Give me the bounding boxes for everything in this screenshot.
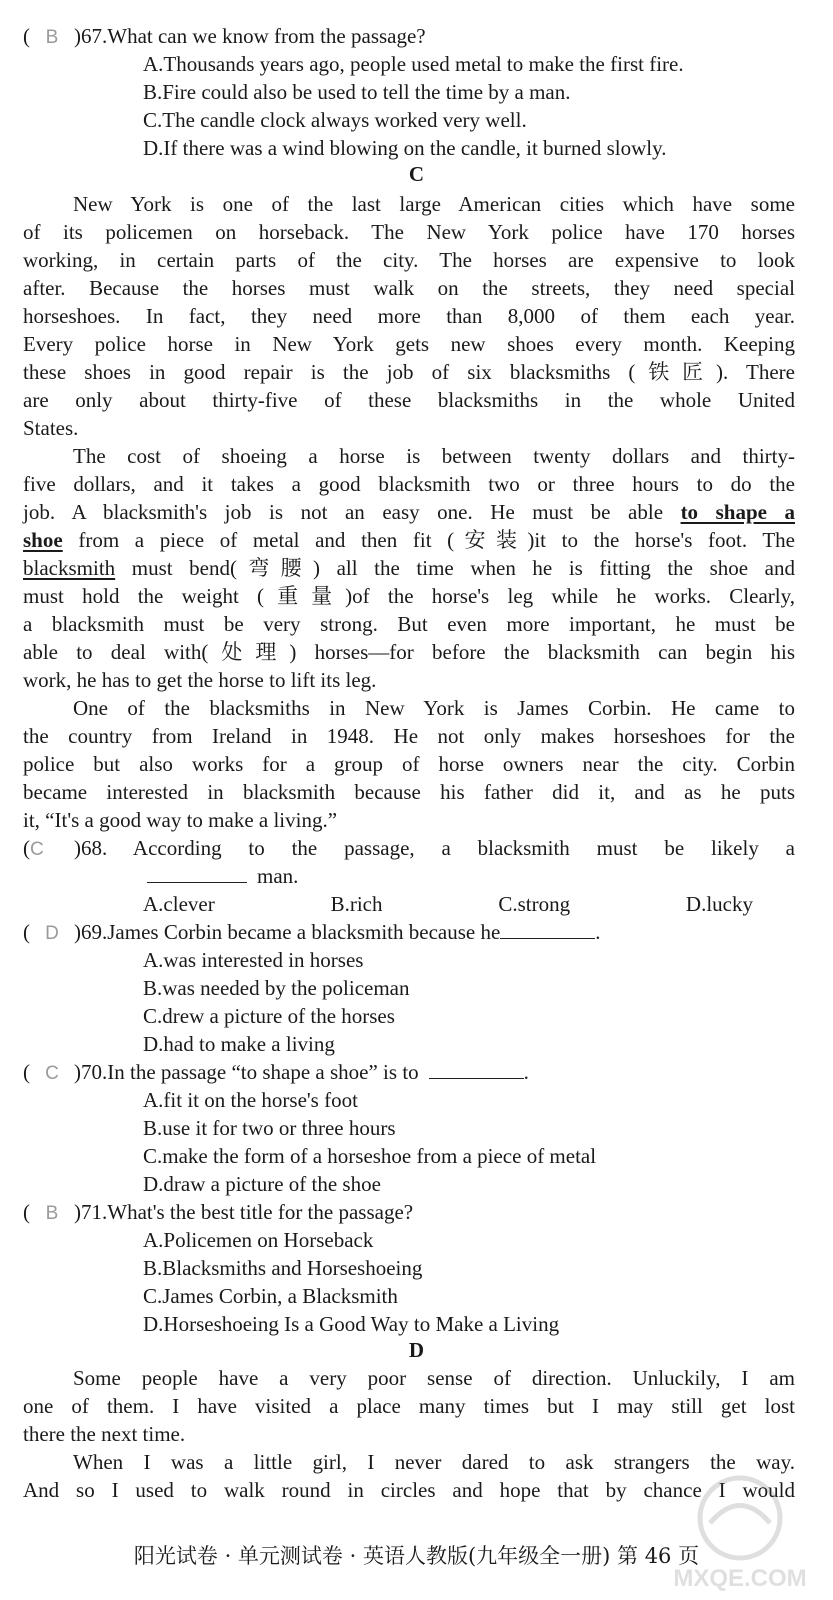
page-footer: 阳光试卷 · 单元测试卷 · 英语人教版(九年级全一册) 第 46 页 (133, 1544, 700, 1568)
answer-bracket-open: ( (23, 1060, 30, 1084)
option-a: A.fit it on the horse's foot (143, 1088, 358, 1112)
question-70 (23, 1058, 795, 1088)
paragraph-line: Every police horse in New York gets new shoes every month. Keeping (23, 332, 795, 356)
option-c: C.drew a picture of the horses (143, 1004, 395, 1028)
paragraph-line: these shoes in good repair is the job of six blacksmiths (铁匠). There (23, 360, 795, 384)
question-stem: 71.What's the best title for the passage? (81, 1200, 414, 1224)
paragraph-line (23, 498, 795, 526)
option-b: B.rich (330, 892, 383, 916)
text-span: job. A blacksmith's job is not an easy one. He must be able (23, 500, 681, 524)
paragraph-line: the country from Ireland in 1948. He not only makes horseshoes for the (23, 724, 795, 748)
option-d: D.lucky (685, 892, 753, 916)
paragraph-line: police but also works for a group of horse owners near the city. Corbin (23, 752, 795, 776)
highlighted-phrase: to shape a (680, 500, 795, 524)
answer-70: C (45, 1063, 59, 1084)
option-c: C.James Corbin, a Blacksmith (143, 1284, 398, 1308)
paragraph-line: able to deal with(处理) horses—for before the blacksmith can begin his (23, 640, 795, 664)
question-stem-end: . (523, 1060, 529, 1084)
answer-71: B (45, 1203, 59, 1224)
paragraph-line: When I was a little girl, I never dared to ask strangers the way. (73, 1450, 795, 1474)
answer-blank (500, 918, 595, 939)
question-69 (23, 918, 795, 948)
option-c: C.strong (498, 892, 571, 916)
question-71 (23, 1198, 795, 1228)
answer-bracket-open: ( (23, 920, 30, 944)
question-stem-end: . (595, 920, 601, 944)
paragraph-line: The cost of shoeing a horse is between twenty dollars and thirty- (73, 444, 795, 468)
section-heading-d: D (408, 1338, 425, 1362)
answer-68: C (30, 839, 44, 860)
watermark-text: MXQE.COM (673, 1565, 807, 1592)
paragraph-line: Some people have a very poor sense of direction. Unluckily, I am (73, 1366, 795, 1390)
question-68-line2 (147, 862, 447, 890)
option-a: A.was interested in horses (143, 948, 364, 972)
answer-69: D (45, 923, 59, 944)
option-a: A.clever (143, 892, 215, 916)
paragraph-line: One of the blacksmiths in New York is James Corbin. He came to (73, 696, 795, 720)
section-heading-c: C (408, 162, 425, 186)
option-d: D.Horseshoeing Is a Good Way to Make a Living (143, 1312, 560, 1336)
options-row-68 (143, 890, 753, 918)
answer-bracket-close: ) (74, 1200, 81, 1224)
paragraph-line: there the next time. (23, 1422, 186, 1446)
option-c: C.The candle clock always worked very well. (143, 108, 527, 132)
paragraph-line: became interested in blacksmith because his father did it, and as he puts (23, 780, 795, 804)
paragraph-line: it, “It's a good way to make a living.” (23, 808, 338, 832)
answer-blank (429, 1058, 524, 1079)
option-c: C.make the form of a horseshoe from a piece of metal (143, 1144, 597, 1168)
answer-bracket-open: ( (23, 836, 30, 860)
paragraph-line: after. Because the horses must walk on the streets, they need special (23, 276, 795, 300)
option-b: B.Blacksmiths and Horseshoeing (143, 1256, 423, 1280)
text-span: from a piece of metal and then fit (安装)it to the horse's foot. The (62, 528, 795, 552)
option-b: B.Fire could also be used to tell the time by a man. (143, 80, 571, 104)
option-d: D.had to make a living (143, 1032, 335, 1056)
answer-bracket-close: ) (74, 1060, 81, 1084)
question-stem: 70.In the passage “to shape a shoe” is to (81, 1060, 419, 1084)
paragraph-line: States. (23, 416, 79, 440)
text-span: must bend(弯腰) all the time when he is fitting the shoe and (115, 556, 795, 580)
paragraph-line: one of them. I have visited a place many times but I may still get lost (23, 1394, 795, 1418)
paragraph-line: of its policemen on horseback. The New York police have 170 horses (23, 220, 795, 244)
underlined-word: blacksmith (23, 556, 116, 580)
answer-bracket-close: ) (74, 24, 81, 48)
highlighted-phrase: shoe (23, 528, 63, 552)
option-b: B.was needed by the policeman (143, 976, 410, 1000)
answer-67: B (45, 27, 59, 48)
option-a: A.Thousands years ago, people used metal to make the first fire. (143, 52, 684, 76)
answer-bracket-close: ) (74, 836, 81, 860)
paragraph-line: New York is one of the last large American cities which have some (73, 192, 795, 216)
option-a: A.Policemen on Horseback (143, 1228, 374, 1252)
paragraph-line: horseshoes. In fact, they need more than 8,000 of them each year. (23, 304, 795, 328)
paragraph-line: five dollars, and it takes a good blacksmith two or three hours to do the (23, 472, 795, 496)
question-stem: 67.What can we know from the passage? (81, 24, 426, 48)
paragraph-line: a blacksmith must be very strong. But even more important, he must be (23, 612, 795, 636)
answer-bracket-open: ( (23, 24, 30, 48)
question-67 (23, 22, 795, 52)
answer-bracket-close: ) (74, 920, 81, 944)
paragraph-line: must hold the weight (重量)of the horse's leg while he works. Clearly, (23, 584, 795, 608)
answer-blank (147, 862, 247, 883)
paragraph-line: work, he has to get the horse to lift its leg. (23, 668, 377, 692)
question-68 (23, 834, 795, 864)
option-d: D.draw a picture of the shoe (143, 1172, 381, 1196)
paragraph-line: working, in certain parts of the city. The horses are expensive to look (23, 248, 795, 272)
question-stem-end: man. (257, 864, 299, 888)
paragraph-line: are only about thirty-five of these blacksmiths in the whole United (23, 388, 795, 412)
paragraph-line (23, 554, 795, 582)
option-d: D.If there was a wind blowing on the candle, it burned slowly. (143, 136, 667, 160)
watermark-logo (655, 1468, 825, 1598)
answer-bracket-open: ( (23, 1200, 30, 1224)
option-b: B.use it for two or three hours (143, 1116, 396, 1140)
paragraph-line (23, 526, 795, 554)
question-stem: 69.James Corbin became a blacksmith because he (81, 920, 501, 944)
question-stem: 68. According to the passage, a blacksmith must be likely a (81, 836, 795, 860)
paragraph-line: And so I used to walk round in circles and hope that by chance I would (23, 1478, 795, 1502)
